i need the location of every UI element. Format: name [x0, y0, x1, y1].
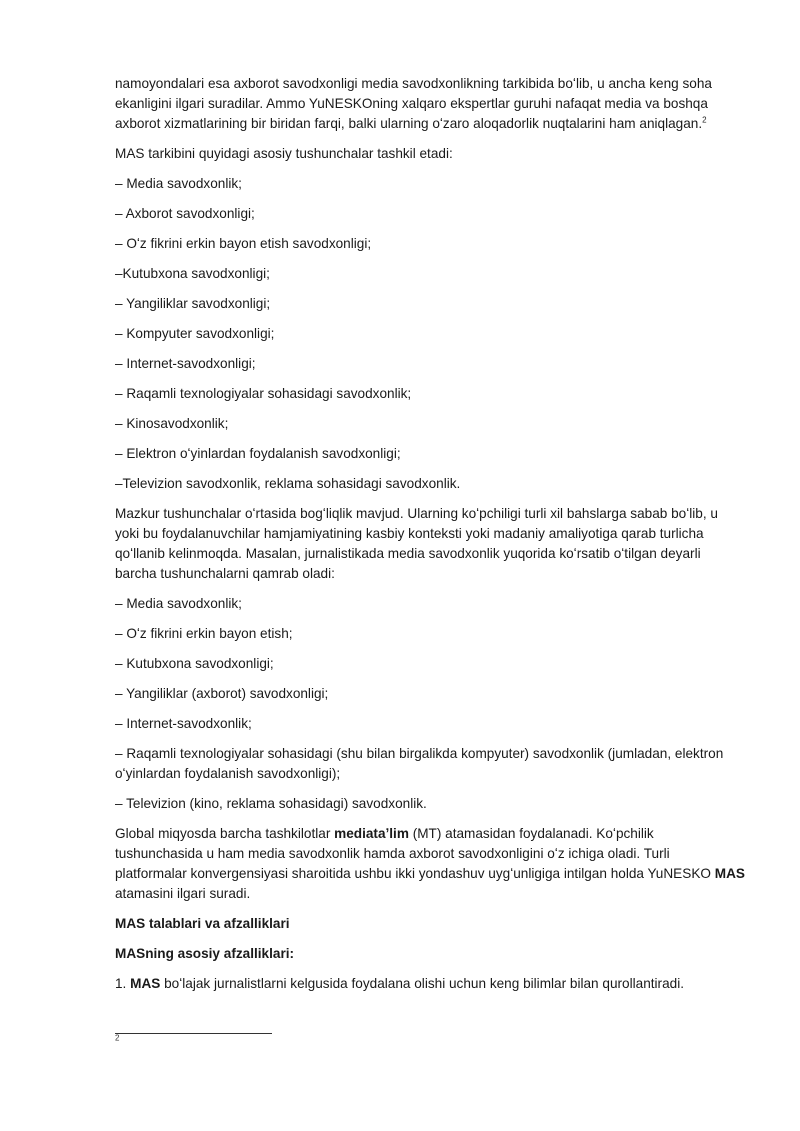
list-item: – Televizion (kino, reklama sohasidagi) savodxonlik. [115, 796, 427, 811]
footnote [115, 1033, 120, 1047]
list-item: – Kompyuter savodxonligi; [115, 326, 275, 341]
list-item: – Raqamli texnologiyalar sohasidagi (shu bilan birgalikda kompyuter) savodxonlik (jumladan, elektron oʻyinlardan foydalanish savodxonligi); [115, 746, 724, 781]
list-item: – Axborot savodxonligi; [115, 206, 255, 221]
components-list [115, 174, 745, 494]
list-item: – Elektron oʻyinlardan foydalanish savodxonligi; [115, 446, 401, 461]
list-item: – Media savodxonlik; [115, 596, 242, 611]
footnote-divider [115, 1033, 272, 1034]
global-text-1: Global miqyosda barcha tashkilotlar [115, 826, 335, 841]
footnote-reference: 2 [702, 115, 707, 125]
journalism-list [115, 594, 745, 814]
list-item: – Oʻz fikrini erkin bayon etish savodxonligi; [115, 236, 372, 251]
global-text-3: atamasini ilgari suradi. [115, 886, 251, 901]
page-content [115, 74, 745, 1004]
advantage-number: 1. [115, 976, 131, 991]
list-item: – Yangiliklar savodxonligi; [115, 296, 271, 311]
intro-paragraph [115, 74, 745, 134]
global-bold-term: mediataʼlim [334, 826, 409, 841]
subsection-heading: MASning asosiy afzalliklari: [115, 946, 295, 961]
advantage-text: boʻlajak jurnalistlarni kelgusida foydalana olishi uchun keng bilimlar bilan qurollantiradi. [160, 976, 685, 991]
list-item: –Televizion savodxonlik, reklama sohasidagi savodxonlik. [115, 476, 461, 491]
section-heading: MAS talablari va afzalliklari [115, 916, 290, 931]
list-item: – Media savodxonlik; [115, 176, 242, 191]
advantage-bold: MAS [130, 976, 161, 991]
intro-text: namoyondalari esa axborot savodxonligi media savodxonlikning tarkibida boʻlib, u ancha keng soha ekanligini ilgari suradilar. Ammo YuNESKOning xalqaro ekspertlar guruhi nafaqat media va boshqa axborot xizmatlarining bir biridan farqi, balki ularning oʻzaro aloqadorlik nuqtalarini ham aniqlagan. [115, 76, 712, 131]
list-item: – Internet-savodxonlik; [115, 716, 252, 731]
global-paragraph [115, 824, 745, 904]
list-item: – Oʻz fikrini erkin bayon etish; [115, 626, 293, 641]
list-item: – Yangiliklar (axborot) savodxonligi; [115, 686, 329, 701]
list-item: – Internet-savodxonligi; [115, 356, 256, 371]
global-bold-mas: MAS [714, 866, 745, 881]
global-text-2: (MT) atamasidan foydalanadi. Koʻpchilik tushunchasida u ham media savodxonlik hamda axborot savodxonligini oʻz ichiga oladi. Turli platformalar konvergensiyasi sharoitida ushbu ikki yondashuv uygʻunligiga intilgan holda YuNESKO [115, 826, 715, 881]
list-item: – Kutubxona savodxonligi; [115, 656, 274, 671]
mas-components-lead: MAS tarkibini quyidagi asosiy tushunchalar tashkil etadi: [115, 146, 453, 161]
footnote-number: 2 [115, 1033, 120, 1043]
relation-paragraph: Mazkur tushunchalar oʻrtasida bogʻliqlik mavjud. Ularning koʻpchiligi turli xil bahslarga sabab boʻlib, u yoki bu foydalanuvchilar hamjamiyatining kasbiy konteksti yoki madaniy amaliyotiga qarab turlicha qoʻllanib kelinmoqda. Masalan, jurnalistikada media savodxonlik yuqorida koʻrsatib oʻtilgan deyarli barcha tushunchalarni qamrab oladi: [115, 506, 718, 581]
list-item: – Kinosavodxonlik; [115, 416, 229, 431]
list-item: –Kutubxona savodxonligi; [115, 266, 270, 281]
advantage-item [115, 974, 745, 994]
list-item: – Raqamli texnologiyalar sohasidagi savodxonlik; [115, 386, 412, 401]
